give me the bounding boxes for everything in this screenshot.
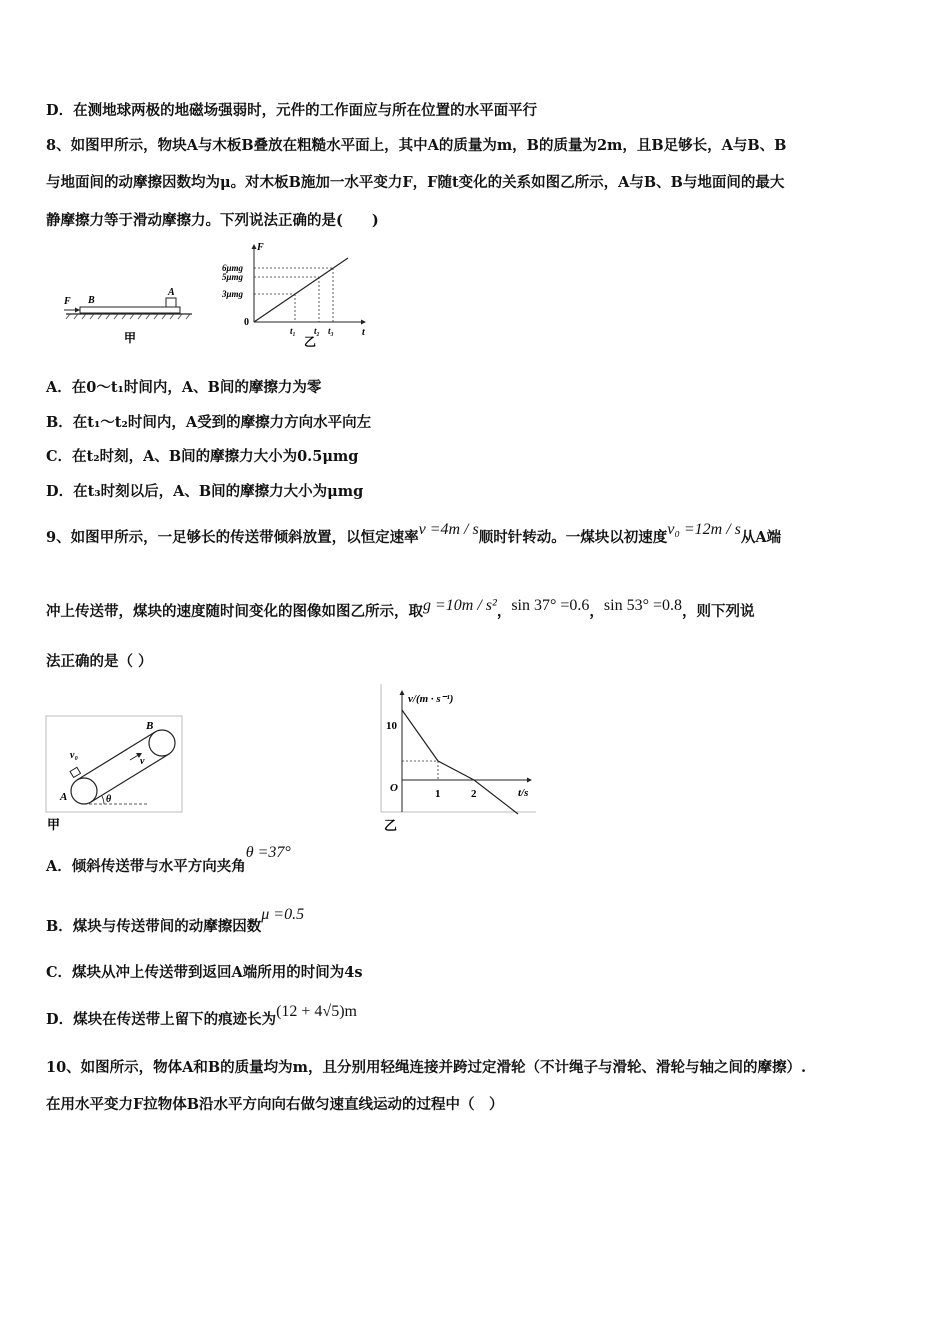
caption-jia: 甲 [124, 331, 137, 344]
q9-math-v0: v₀ =12m / s [667, 521, 741, 538]
q9-math-g: g =10m / s² [423, 597, 497, 614]
q8-option-a: A．在0～t₁时间内，A、B间的摩擦力为零 [46, 379, 322, 396]
axis-v-label: v/(m · s⁻¹) [408, 693, 454, 705]
q9-math-sin53: sin 53° =0.8 [603, 597, 683, 614]
tick-2: 2 [471, 788, 477, 800]
q9-stem1-a: 9、如图甲所示，一足够长的传送带倾斜放置，以恒定速率 [46, 529, 419, 546]
q9-option-b [46, 906, 305, 937]
tick-3umg: 3μmg [222, 289, 244, 299]
q8-stem-line2: 与地面间的动摩擦因数均为μ。对木板B施加一水平变力F，F随t变化的关系如图乙所示，A与B、B与地面间的最大 [46, 174, 785, 191]
f-t-line [254, 258, 348, 322]
label-b: B [88, 295, 95, 306]
label-v: v [140, 756, 145, 767]
q8-figure-yi [216, 240, 376, 350]
q9-option-d-text: D．煤块在传送带上留下的痕迹长为 [46, 1011, 277, 1028]
q8-option-c: C．在t₂时刻，A、B间的摩擦力大小为0.5μmg [46, 448, 359, 465]
q9-option-d [46, 1003, 357, 1030]
tick-10: 10 [386, 720, 397, 732]
label-f: F [64, 296, 71, 307]
label-a: A [60, 791, 68, 803]
q8-option-d: D．在t₃时刻以后，A、B间的摩擦力大小为μmg [46, 483, 364, 500]
axis-f-label: F [257, 242, 264, 253]
label-a: A [168, 287, 175, 298]
caption-jia: 甲 [47, 817, 61, 832]
q9-option-b-math: μ =0.5 [261, 906, 305, 923]
q8-figure-jia [58, 284, 198, 344]
q9-option-a-text: A．倾斜传送带与水平方向夹角 [46, 858, 246, 875]
q9-math-v: v =4m / s [418, 521, 479, 538]
q10-stem-line2: 在用水平变力F拉物体B沿水平方向向右做匀速直线运动的过程中（ ） [46, 1096, 504, 1113]
q9-option-b-text: B．煤块与传送带间的动摩擦因数 [46, 918, 262, 935]
q9-option-a-math: θ =37° [245, 844, 291, 861]
tick-5umg: 5μmg [222, 272, 244, 282]
tick-t1: t₁ [290, 326, 296, 336]
q9-figure-jia [44, 714, 186, 834]
caption-yi: 乙 [304, 335, 317, 349]
label-b: B [146, 720, 154, 732]
q7-option-d: D．在测地球两极的地磁场强弱时，元件的工作面应与所在位置的水平面平行 [46, 102, 538, 119]
q9-option-d-math: (12 + 4√5)m [276, 1003, 357, 1020]
tick-t3: t₃ [328, 326, 334, 336]
q8-option-b: B．在t₁～t₂时间内，A受到的摩擦力方向水平向左 [46, 414, 372, 431]
q9-stem2-a: 冲上传送带，煤块的速度随时间变化的图像如图乙所示，取 [46, 603, 423, 620]
caption-yi: 乙 [384, 818, 398, 833]
q9-stem1-c: 从A端 [740, 529, 782, 546]
q9-stem2-b: ，则下列说 [682, 603, 755, 620]
v-t-line [402, 710, 518, 814]
q9-stem2-sep2: ， [589, 603, 604, 620]
q9-stem-line2 [46, 597, 755, 622]
tick-t2: t₂ [314, 326, 320, 336]
q9-stem1-b: 顺时针转动。一煤块以初速度 [478, 529, 668, 546]
origin-label: O [390, 782, 398, 794]
tick-6umg: 6μmg [222, 263, 244, 273]
q8-stem-line3: 静摩擦力等于滑动摩擦力。下列说法正确的是( ) [46, 212, 379, 229]
q9-stem-line1 [46, 521, 782, 548]
label-theta: θ [106, 794, 112, 805]
q9-figure-yi [380, 684, 540, 834]
q9-math-sin37: sin 37° =0.6 [511, 597, 590, 614]
block-a [166, 298, 176, 307]
q10-stem-line1: 10、如图所示，物体A和B的质量均为m，且分别用轻绳连接并跨过定滑轮（不计绳子与滑轮、滑轮与轴之间的摩擦）. [46, 1059, 807, 1076]
axis-t-label: t [362, 327, 365, 338]
q9-option-c: C．煤块从冲上传送带到返回A端所用的时间为4s [46, 964, 363, 981]
q9-stem-line3: 法正确的是（ ） [46, 653, 153, 670]
q9-stem2-sep1: ， [496, 603, 512, 620]
origin-label: 0 [244, 317, 249, 328]
axis-t-label: t/s [518, 787, 529, 799]
q8-stem-line1: 8、如图甲所示，物块A与木板B叠放在粗糙水平面上，其中A的质量为m，B的质量为2m，且B足够长，A与B、B [46, 137, 787, 154]
tick-1: 1 [435, 788, 441, 800]
label-v0: v₀ [70, 750, 78, 761]
board-b [80, 307, 180, 313]
q9-option-a [46, 844, 291, 877]
